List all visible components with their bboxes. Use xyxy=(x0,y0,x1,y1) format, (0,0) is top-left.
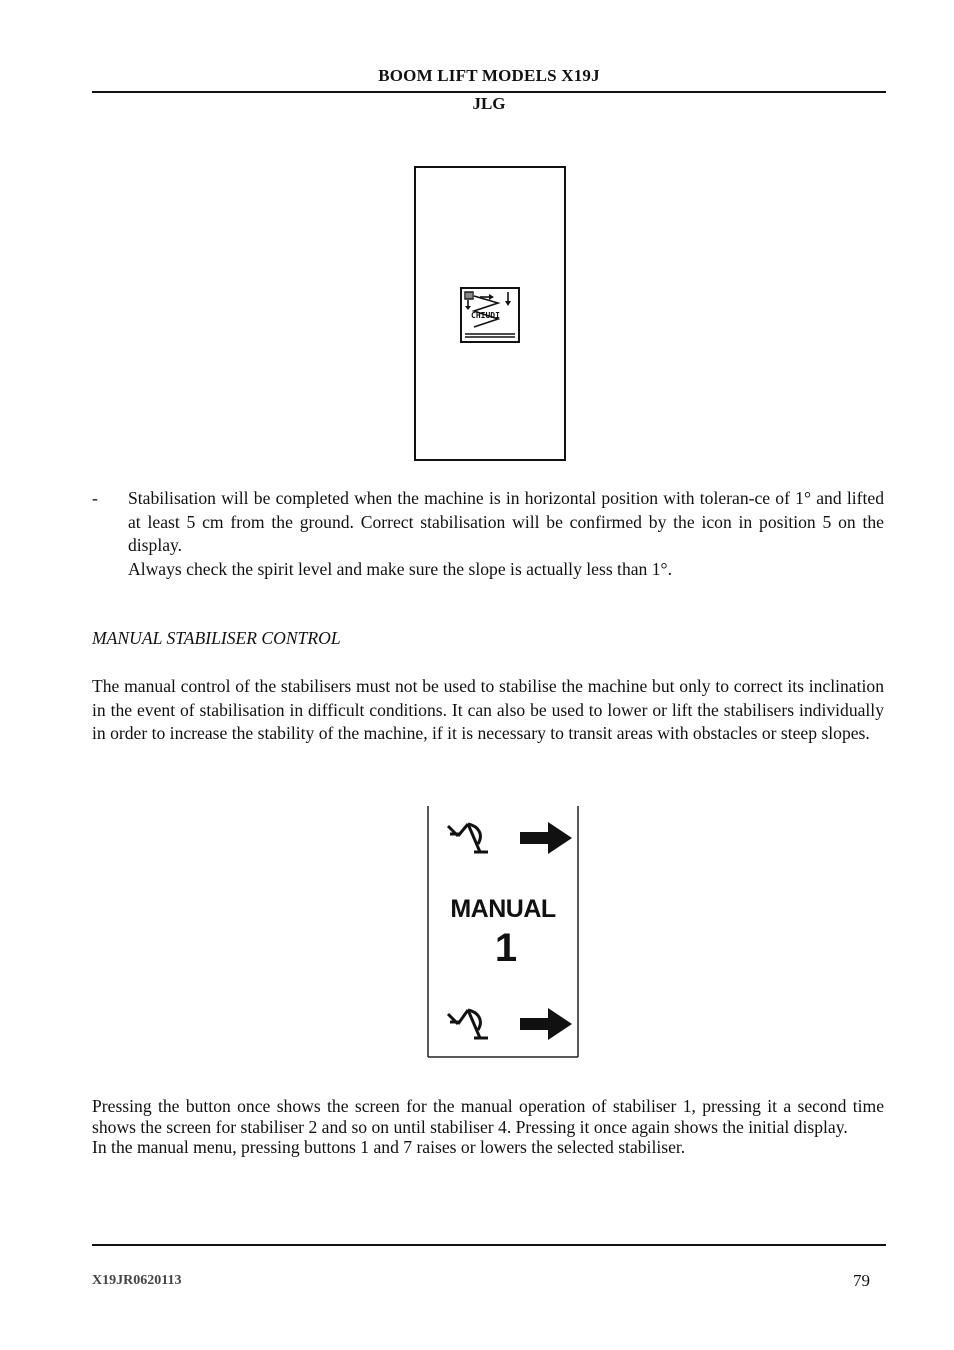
footer-divider xyxy=(92,1244,886,1246)
stabilisation-bullet xyxy=(92,487,884,581)
page-number: 79 xyxy=(853,1271,870,1290)
bullet-text: Stabilisation will be completed when the machine is in horizontal position with toleran-ce of 1° and lifted at least 5 cm from the ground. Correct stabilisation will be confirmed by the icon in position 5 on the display. xyxy=(128,488,884,555)
manual-mode-label: MANUAL xyxy=(450,895,556,923)
closing-paragraph xyxy=(92,1096,884,1158)
stabiliser-number: 1 xyxy=(494,926,518,970)
document-code: X19JR0620113 xyxy=(92,1273,182,1288)
manual-display-figure xyxy=(427,806,579,1058)
chiudi-stabilisers-icon xyxy=(460,287,520,343)
bullet-text-note: Always check the spirit level and make sure the slope is actually less than 1°. xyxy=(128,558,672,579)
document-title: BOOM LIFT MODELS X19J xyxy=(378,66,600,85)
stabiliser-lower-icon xyxy=(444,1004,574,1054)
manual-control-paragraph: The manual control of the stabilisers must not be used to stabilise the machine but only to correct its inclination in the event of stabilisation in difficult conditions. It can also be used to lower or lift the stabilisers individually in order to increase the stability of the machine, if it is necessary to transit areas with obstacles or steep slopes. xyxy=(92,676,884,743)
svg-text:CHIUDI: CHIUDI xyxy=(471,311,500,320)
section-heading: MANUAL STABILISER CONTROL xyxy=(92,628,341,648)
closing-paragraph-text: Pressing the button once shows the screen for the manual operation of stabiliser 1, pressing it a second time shows the screen for stabiliser 2 and so on until stabiliser 4. Pressing it once again shows the initial display. xyxy=(92,1096,884,1137)
header-divider xyxy=(92,91,886,93)
stabilisation-display-figure xyxy=(414,166,566,461)
arrow-right-icon xyxy=(520,1008,572,1040)
arrow-right-icon xyxy=(520,822,572,854)
closing-paragraph-note: In the manual menu, pressing buttons 1 and 7 raises or lowers the selected stabiliser. xyxy=(92,1137,686,1157)
bullet-marker: - xyxy=(92,488,98,508)
stabiliser-raise-icon xyxy=(444,818,574,868)
brand-name: JLG xyxy=(472,94,506,113)
